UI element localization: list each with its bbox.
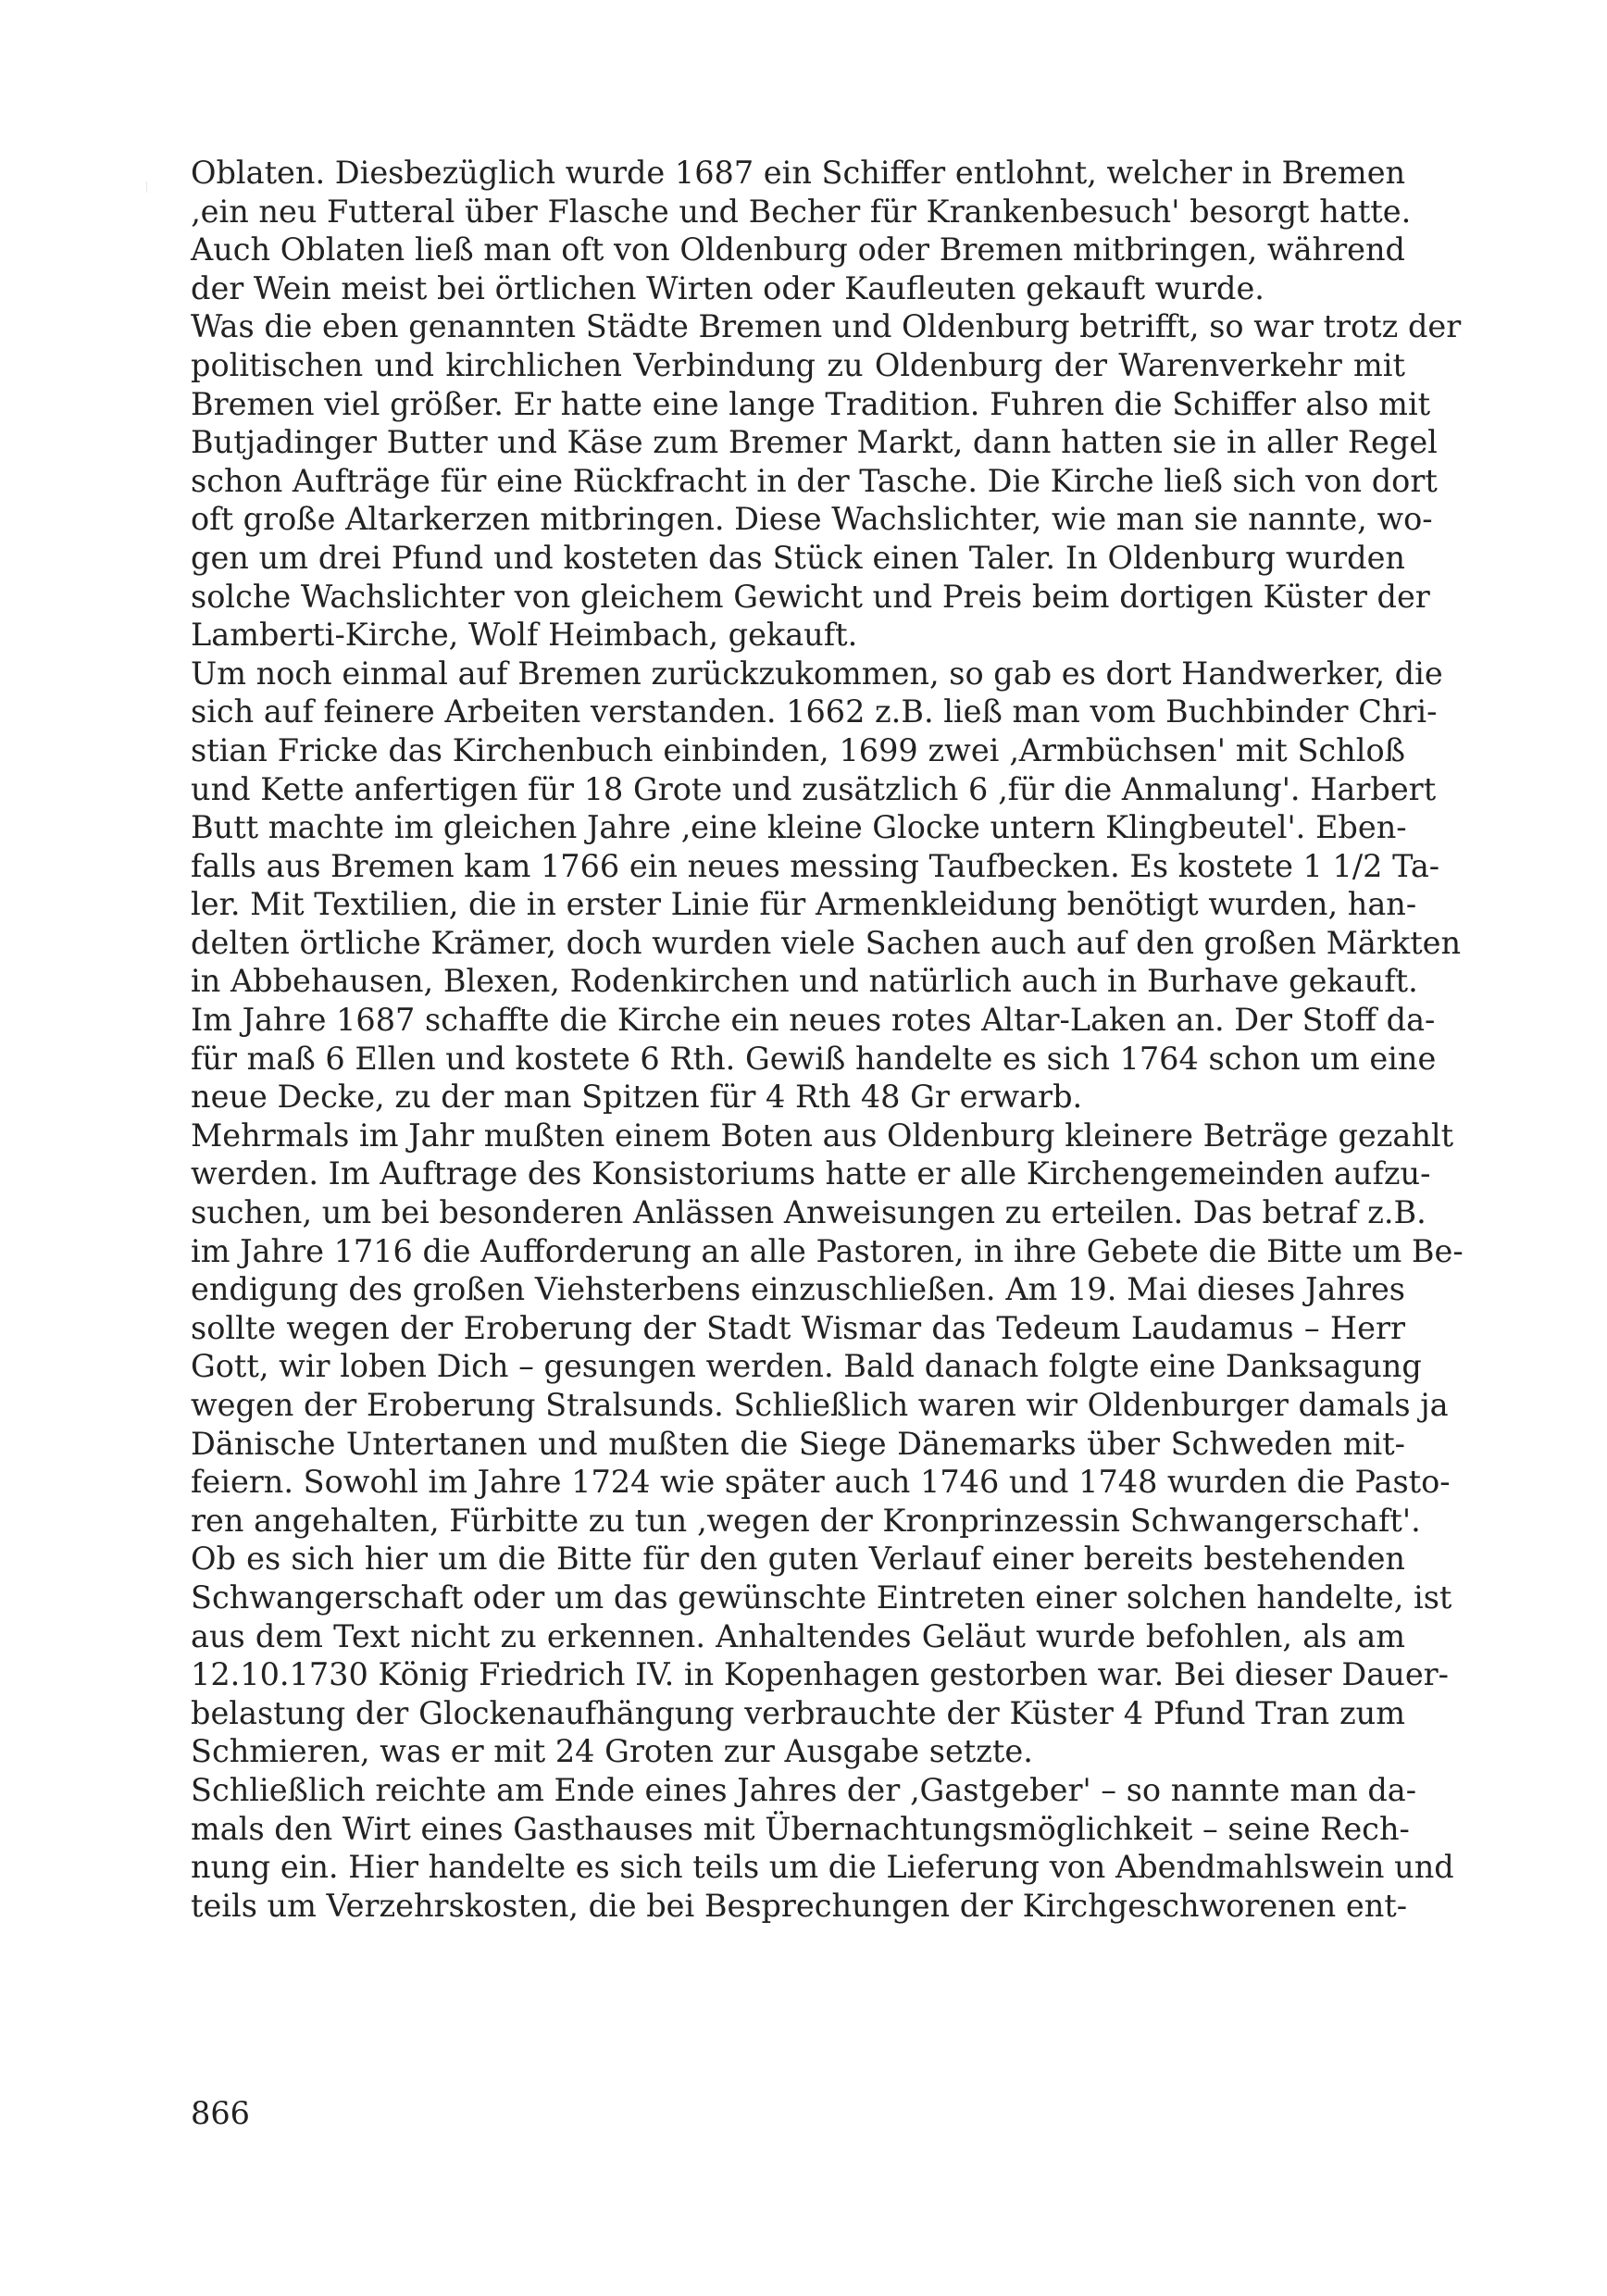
text-line: und Kette anfertigen für 18 Grote und zusätzlich 6 ‚für die Anmalung'. Harbert — [191, 770, 1437, 807]
text-line: neue Decke, zu der man Spitzen für 4 Rth 48 Gr erwarb. — [191, 1079, 1083, 1116]
text-line: Im Jahre 1687 schaffte die Kirche ein neues rotes Altar-Laken an. Der Stoff da- — [191, 1002, 1436, 1039]
text-line: ler. Mit Textilien, die in erster Linie für Armenkleidung benötigt wurden, han- — [191, 886, 1417, 923]
text-line: nung ein. Hier handelte es sich teils um die Lieferung von Abendmahlswein und — [191, 1849, 1454, 1886]
body-text — [191, 154, 1464, 1925]
text-line: mals den Wirt eines Gasthauses mit Übernachtungsmöglichkeit – seine Rech- — [191, 1810, 1410, 1847]
text-line: stian Fricke das Kirchenbuch einbinden, 1699 zwei ‚Armbüchsen' mit Schloß — [191, 731, 1405, 768]
paragraph — [191, 307, 1462, 654]
text-line: oft große Altarkerzen mitbringen. Diese Wachslichter, wie man sie nannte, wo- — [191, 501, 1433, 538]
text-line: Schwangerschaft oder um das gewünschte Eintreten einer solchen handelte, ist — [191, 1578, 1452, 1616]
text-line: falls aus Bremen kam 1766 ein neues messing Taufbecken. Es kostete 1 1/2 Ta- — [191, 847, 1440, 884]
text-line: schon Aufträge für eine Rückfracht in der Tasche. Die Kirche ließ sich von dort — [191, 462, 1438, 499]
text-line: Schließlich reichte am Ende eines Jahres der ‚Gastgeber' – so nannte man da- — [191, 1771, 1417, 1808]
text-line: aus dem Text nicht zu erkennen. Anhaltendes Geläut wurde befohlen, als am — [191, 1617, 1405, 1654]
text-line: Lamberti-Kirche, Wolf Heimbach, gekauft. — [191, 617, 858, 654]
text-line: wegen der Eroberung Stralsunds. Schließlich waren wir Oldenburger damals ja — [191, 1387, 1449, 1423]
text-line: 12.10.1730 König Friedrich IV. in Kopenhagen gestorben war. Bei dieser Dauer- — [191, 1656, 1449, 1693]
paragraph — [191, 1771, 1454, 1925]
text-line: ‚ein neu Futteral über Flasche und Becher für Krankenbesuch' besorgt hatte. — [191, 193, 1412, 230]
text-line: Was die eben genannten Städte Bremen und Oldenburg betrifft, so war trotz der — [191, 308, 1462, 345]
text-line: Butt machte im gleichen Jahre ‚eine kleine Glocke untern Klingbeutel'. Eben- — [191, 809, 1407, 846]
text-line: in Abbehausen, Blexen, Rodenkirchen und natürlich auch in Burhave gekauft. — [191, 963, 1418, 1000]
scan-gutter-mark — [146, 181, 147, 193]
page-number: 866 — [191, 2095, 250, 2131]
text-line: suchen, um bei besonderen Anlässen Anweisungen zu erteilen. Das betraf z.B. — [191, 1194, 1426, 1231]
text-line: teils um Verzehrskosten, die bei Besprechungen der Kirchgeschworenen ent- — [191, 1887, 1408, 1924]
paragraph — [191, 655, 1462, 1117]
paragraph — [191, 1117, 1464, 1771]
text-line: sollte wegen der Eroberung der Stadt Wismar das Tedeum Laudamus – Herr — [191, 1309, 1405, 1346]
text-line: für maß 6 Ellen und kostete 6 Rth. Gewiß handelte es sich 1764 schon um eine — [191, 1040, 1437, 1077]
text-line: Dänische Untertanen und mußten die Siege Dänemarks über Schweden mit- — [191, 1425, 1405, 1462]
text-line: delten örtliche Krämer, doch wurden viele Sachen auch auf den großen Märkten — [191, 924, 1462, 961]
text-line: werden. Im Auftrage des Konsistoriums hatte er alle Kirchengemeinden aufzu- — [191, 1155, 1431, 1192]
text-line: gen um drei Pfund und kosteten das Stück einen Taler. In Oldenburg wurden — [191, 539, 1405, 576]
text-line: politischen und kirchlichen Verbindung zu Oldenburg der Warenverkehr mit — [191, 346, 1405, 383]
text-line: feiern. Sowohl im Jahre 1724 wie später auch 1746 und 1748 wurden die Pasto- — [191, 1464, 1451, 1501]
text-line: der Wein meist bei örtlichen Wirten oder Kaufleuten gekauft wurde. — [191, 269, 1264, 306]
text-line: Butjadinger Butter und Käse zum Bremer Markt, dann hatten sie in aller Regel — [191, 424, 1438, 461]
text-line: solche Wachslichter von gleichem Gewicht und Preis beim dortigen Küster der — [191, 578, 1430, 615]
text-line: Schmieren, was er mit 24 Groten zur Ausgabe setzte. — [191, 1733, 1033, 1770]
text-line: ren angehalten, Fürbitte zu tun ‚wegen der Kronprinzessin Schwangerschaft'. — [191, 1502, 1421, 1539]
text-line: Oblaten. Diesbezüglich wurde 1687 ein Schiffer entlohnt, welcher in Bremen — [191, 155, 1406, 191]
text-line: belastung der Glockenaufhängung verbrauchte der Küster 4 Pfund Tran zum — [191, 1694, 1405, 1731]
text-line: Ob es sich hier um die Bitte für den guten Verlauf einer bereits bestehenden — [191, 1541, 1405, 1578]
text-line: Bremen viel größer. Er hatte eine lange Tradition. Fuhren die Schiffer also mit — [191, 385, 1431, 422]
text-line: Mehrmals im Jahr mußten einem Boten aus Oldenburg kleinere Beträge gezahlt — [191, 1117, 1454, 1154]
text-line: sich auf feinere Arbeiten verstanden. 1662 z.B. ließ man vom Buchbinder Chri- — [191, 693, 1438, 730]
text-line: im Jahre 1716 die Aufforderung an alle Pastoren, in ihre Gebete die Bitte um Be- — [191, 1232, 1464, 1269]
text-line: Gott, wir loben Dich – gesungen werden. Bald danach folgte eine Danksagung — [191, 1348, 1422, 1385]
text-line: Auch Oblaten ließ man oft von Oldenburg oder Bremen mitbringen, während — [191, 231, 1405, 268]
text-line: endigung des großen Viehsterbens einzuschließen. Am 19. Mai dieses Jahres — [191, 1271, 1405, 1308]
paragraph — [191, 154, 1412, 307]
text-line: Um noch einmal auf Bremen zurückzukommen, so gab es dort Handwerker, die — [191, 655, 1443, 692]
